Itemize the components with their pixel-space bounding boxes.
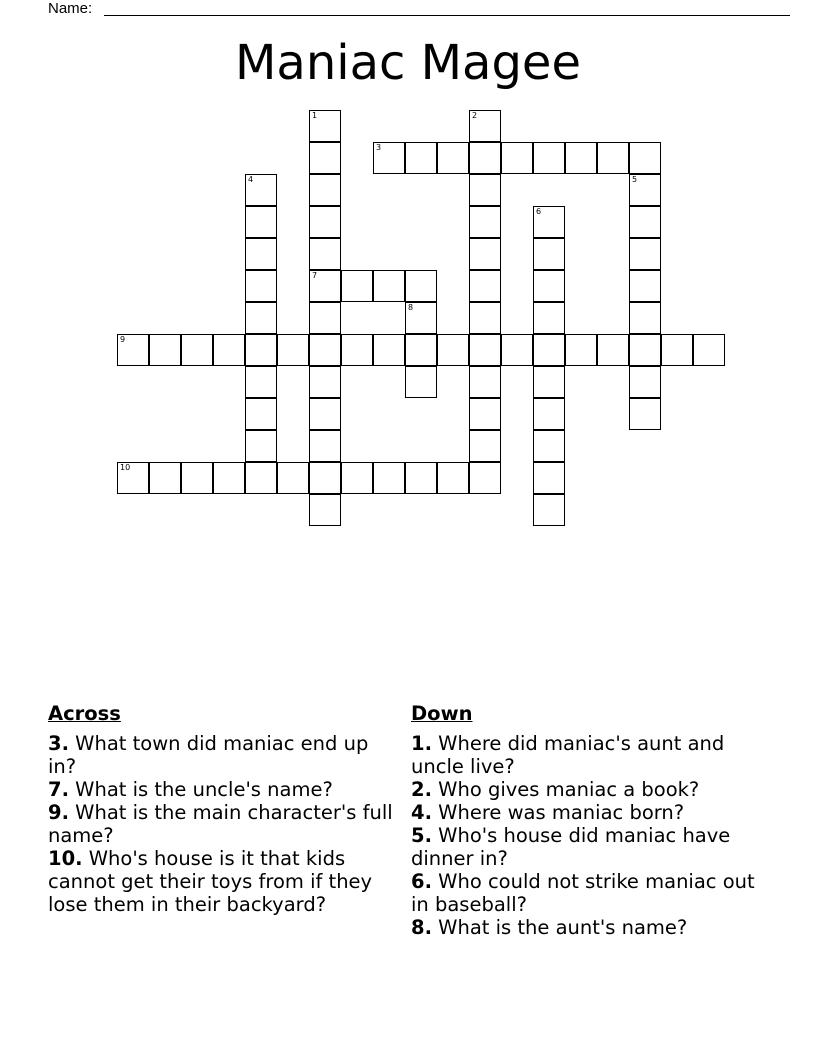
grid-cell[interactable] (597, 142, 629, 174)
grid-cell[interactable] (501, 142, 533, 174)
grid-cell[interactable] (629, 238, 661, 270)
grid-cell[interactable] (181, 462, 213, 494)
grid-cell[interactable] (309, 206, 341, 238)
down-clue-6: 6. Who could not strike maniac out in baseball? (411, 870, 755, 916)
grid-cell[interactable] (341, 462, 373, 494)
grid-cell[interactable] (309, 398, 341, 430)
clue-number: 9 (120, 335, 126, 344)
grid-cell[interactable] (341, 334, 373, 366)
grid-cell[interactable] (309, 462, 341, 494)
grid-cell[interactable] (469, 174, 501, 206)
grid-cell[interactable] (245, 334, 277, 366)
down-clue-2: 2. Who gives maniac a book? (411, 778, 700, 801)
grid-cell[interactable] (469, 398, 501, 430)
grid-cell[interactable] (533, 142, 565, 174)
grid-cell[interactable] (309, 302, 341, 334)
grid-cell[interactable] (629, 398, 661, 430)
grid-cell[interactable] (533, 206, 565, 238)
grid-cell[interactable] (309, 270, 341, 302)
grid-cell[interactable] (661, 334, 693, 366)
grid-cell[interactable] (629, 174, 661, 206)
grid-cell[interactable] (213, 334, 245, 366)
grid-cell[interactable] (629, 206, 661, 238)
grid-cell[interactable] (565, 142, 597, 174)
grid-cell[interactable] (501, 334, 533, 366)
grid-cell[interactable] (533, 494, 565, 526)
grid-cell[interactable] (469, 270, 501, 302)
grid-cell[interactable] (405, 302, 437, 334)
grid-cell[interactable] (245, 206, 277, 238)
down-clue-4: 4. Where was maniac born? (411, 801, 685, 824)
clue-number: 8 (408, 303, 414, 312)
clue-number: 4 (248, 175, 254, 184)
grid-cell[interactable] (309, 366, 341, 398)
grid-cell[interactable] (437, 334, 469, 366)
grid-cell[interactable] (181, 334, 213, 366)
grid-cell[interactable] (469, 206, 501, 238)
across-clues (48, 702, 398, 916)
grid-cell[interactable] (533, 270, 565, 302)
grid-cell[interactable] (533, 366, 565, 398)
clue-number: 10 (120, 463, 131, 472)
grid-cell[interactable] (469, 238, 501, 270)
grid-cell[interactable] (245, 462, 277, 494)
grid-cell[interactable] (405, 142, 437, 174)
grid-cell[interactable] (373, 462, 405, 494)
grid-cell[interactable] (245, 430, 277, 462)
grid-cell[interactable] (277, 334, 309, 366)
grid-cell[interactable] (117, 462, 149, 494)
grid-cell[interactable] (309, 430, 341, 462)
grid-cell[interactable] (245, 366, 277, 398)
grid-cell[interactable] (245, 174, 277, 206)
clue-number: 5 (632, 175, 638, 184)
grid-cell[interactable] (309, 142, 341, 174)
grid-cell[interactable] (469, 110, 501, 142)
grid-cell[interactable] (373, 334, 405, 366)
grid-cell[interactable] (309, 110, 341, 142)
grid-cell[interactable] (533, 462, 565, 494)
grid-cell[interactable] (309, 494, 341, 526)
grid-cell[interactable] (533, 302, 565, 334)
grid-cell[interactable] (405, 334, 437, 366)
grid-cell[interactable] (469, 302, 501, 334)
grid-cell[interactable] (469, 334, 501, 366)
grid-cell[interactable] (309, 334, 341, 366)
down-heading: Down (411, 702, 473, 725)
grid-cell[interactable] (245, 398, 277, 430)
grid-cell[interactable] (469, 462, 501, 494)
grid-cell[interactable] (533, 430, 565, 462)
grid-cell[interactable] (629, 142, 661, 174)
grid-cell[interactable] (469, 142, 501, 174)
across-heading: Across (48, 702, 121, 725)
down-clue-8: 8. What is the aunt's name? (411, 916, 688, 939)
grid-cell[interactable] (373, 142, 405, 174)
across-clue-7: 7. What is the uncle's name? (48, 778, 333, 801)
grid-cell[interactable] (373, 270, 405, 302)
grid-cell[interactable] (149, 334, 181, 366)
grid-cell[interactable] (341, 270, 373, 302)
grid-cell[interactable] (597, 334, 629, 366)
grid-cell[interactable] (245, 270, 277, 302)
grid-cell[interactable] (533, 334, 565, 366)
grid-cell[interactable] (309, 238, 341, 270)
grid-cell[interactable] (629, 270, 661, 302)
grid-cell[interactable] (277, 462, 309, 494)
clue-number: 6 (536, 207, 542, 216)
down-clues (411, 702, 761, 939)
grid-cell[interactable] (533, 398, 565, 430)
puzzle-title: Maniac Magee (234, 35, 581, 91)
name-label: Name: (48, 0, 93, 17)
grid-cell[interactable] (565, 334, 597, 366)
grid-cell[interactable] (117, 334, 149, 366)
grid-cell[interactable] (405, 462, 437, 494)
grid-cell[interactable] (149, 462, 181, 494)
clue-number: 3 (376, 143, 382, 152)
clue-number: 2 (472, 111, 478, 120)
grid-cell[interactable] (213, 462, 245, 494)
grid-cell[interactable] (629, 334, 661, 366)
grid-cell[interactable] (437, 462, 469, 494)
clue-number: 7 (312, 271, 318, 280)
clue-number: 1 (312, 111, 318, 120)
down-clue-5: 5. Who's house did maniac have dinner in? (411, 824, 731, 870)
down-clue-1: 1. Where did maniac's aunt and uncle live? (411, 732, 725, 778)
grid-cell[interactable] (629, 302, 661, 334)
grid-cell[interactable] (245, 302, 277, 334)
across-clue-9: 9. What is the main character's full name? (48, 801, 393, 847)
grid-cell[interactable] (533, 238, 565, 270)
across-clue-10: 10. Who's house is it that kids cannot get their toys from if they lose them in their backyard? (48, 847, 373, 916)
grid-cell[interactable] (693, 334, 725, 366)
grid-cell[interactable] (405, 366, 437, 398)
grid-cell[interactable] (629, 366, 661, 398)
grid-cell[interactable] (437, 142, 469, 174)
grid-cell[interactable] (405, 270, 437, 302)
across-clue-3: 3. What town did maniac end up in? (48, 732, 369, 778)
grid-cell[interactable] (309, 174, 341, 206)
grid-cell[interactable] (469, 430, 501, 462)
grid-cell[interactable] (245, 238, 277, 270)
grid-cell[interactable] (469, 366, 501, 398)
